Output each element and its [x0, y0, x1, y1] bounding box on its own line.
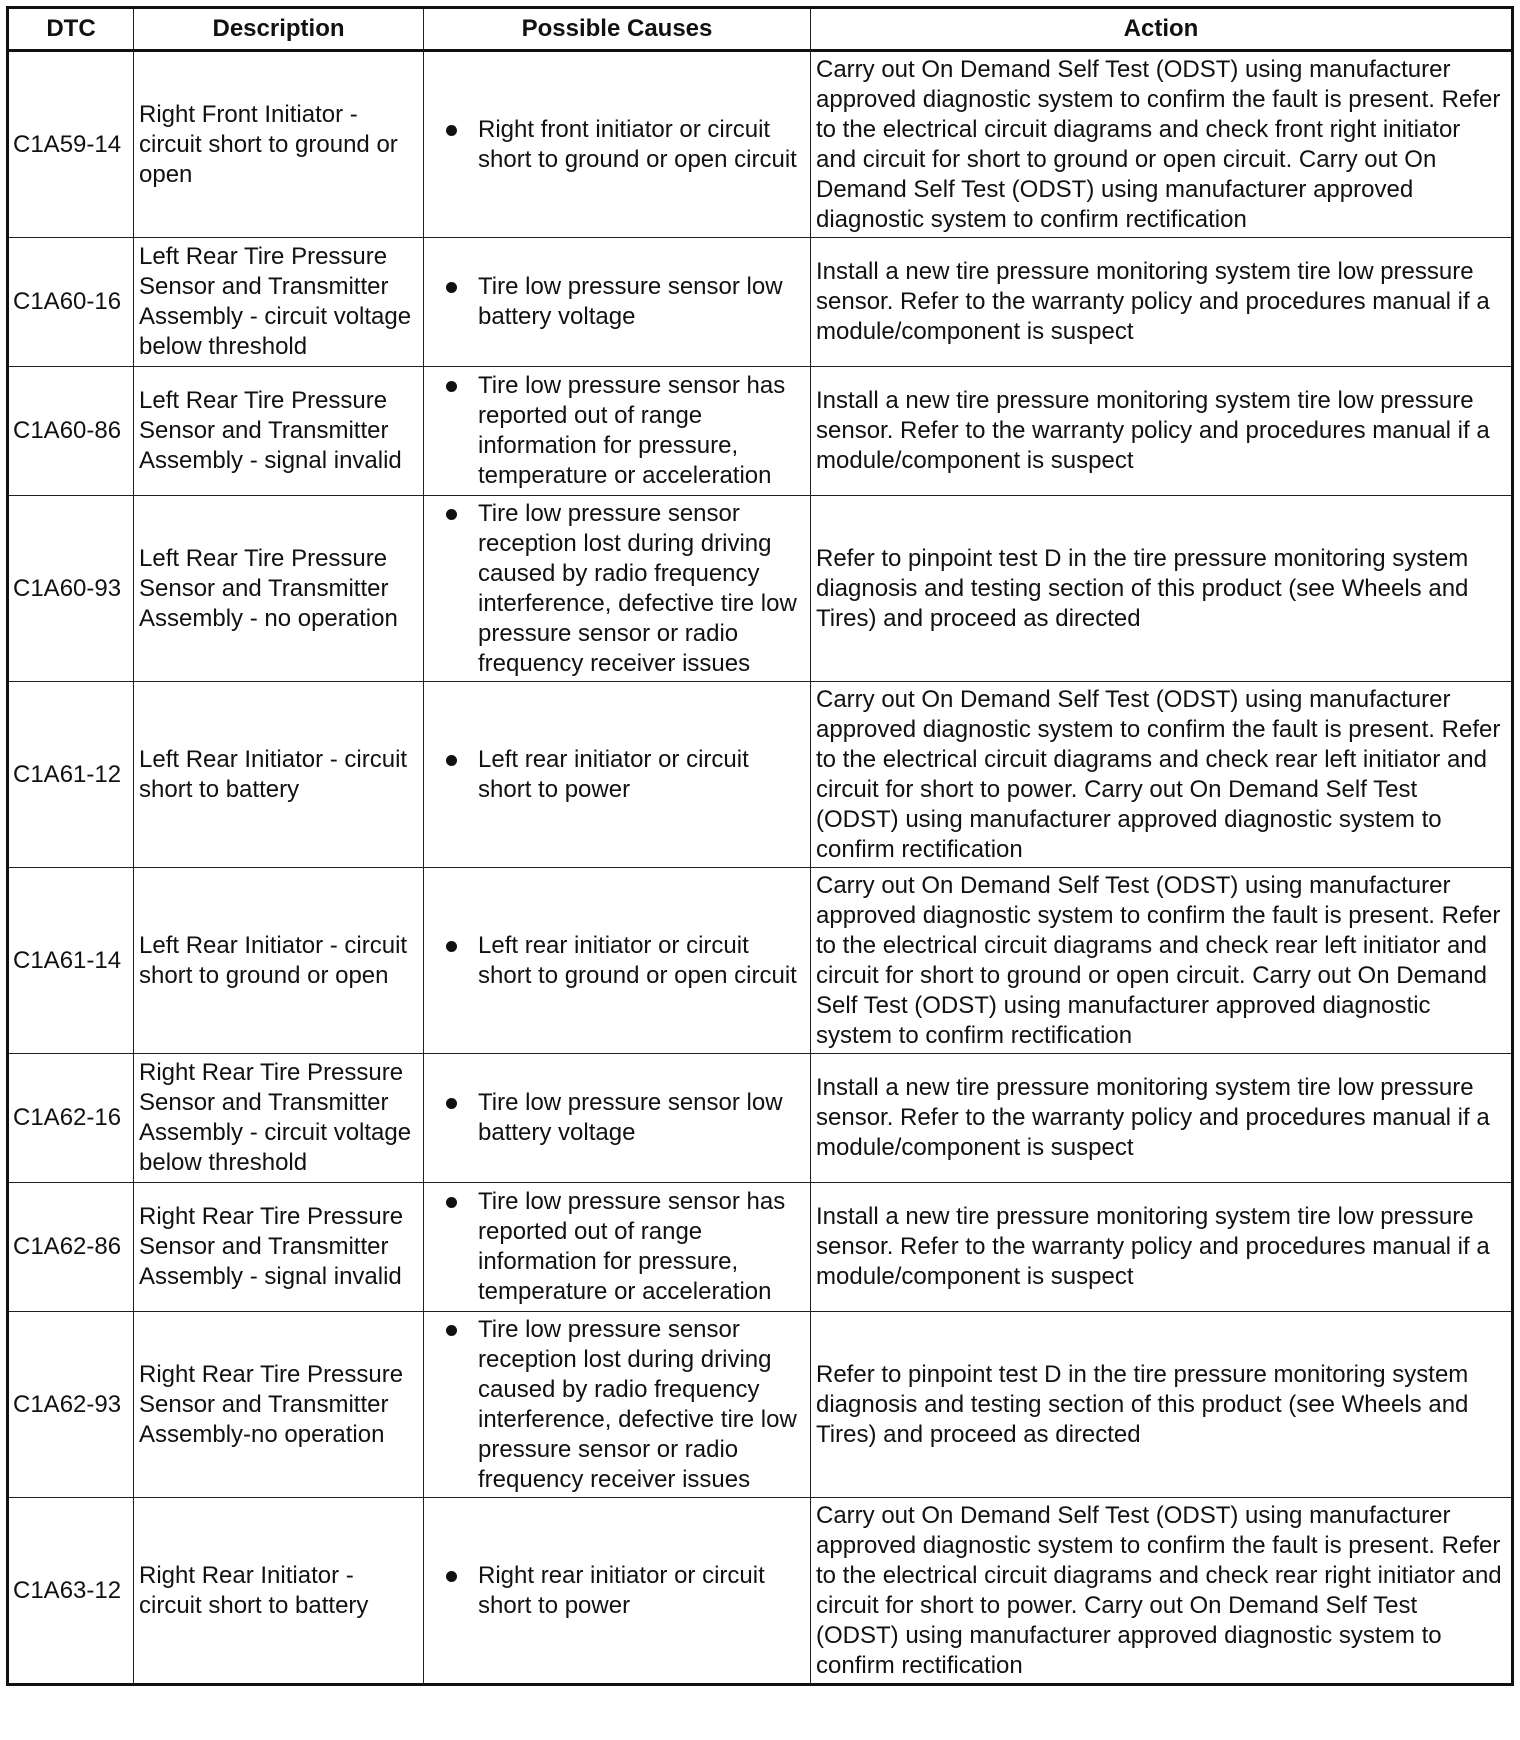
table-header — [8, 8, 1513, 51]
dtc-code: C1A59-14 — [8, 51, 134, 238]
cause-item — [432, 1187, 806, 1307]
action-text: Install a new tire pressure monitoring system tire low pressure sensor. Refer to the warranty policy and procedures manual if a module/component is suspect — [811, 1183, 1513, 1312]
table-row — [8, 496, 1513, 682]
cause-list — [432, 1315, 806, 1495]
cause-text: Tire low pressure sensor has reported out of range information for pressure, temperature or acceleration — [478, 372, 786, 489]
action-text: Refer to pinpoint test D in the tire pressure monitoring system diagnosis and testing section of this product (see Wheels and Tires) and proceed as directed — [811, 496, 1513, 682]
header-row — [8, 8, 1513, 51]
cause-item — [432, 499, 806, 679]
cause-list — [432, 1187, 806, 1307]
cause-list — [432, 1088, 806, 1148]
action-text: Refer to pinpoint test D in the tire pressure monitoring system diagnosis and testing section of this product (see Wheels and Tires) and proceed as directed — [811, 1312, 1513, 1498]
header-possible-causes: Possible Causes — [424, 8, 811, 51]
bullet-icon — [446, 1325, 457, 1336]
table-row — [8, 1312, 1513, 1498]
dtc-description: Right Rear Initiator - circuit short to battery — [134, 1498, 424, 1685]
cause-text: Tire low pressure sensor reception lost during driving caused by radio frequency interference, defective tire low pressure sensor or radio frequency receiver issues — [478, 1315, 797, 1493]
cause-item — [432, 272, 806, 332]
table-row — [8, 868, 1513, 1054]
possible-causes-cell — [424, 1183, 811, 1312]
cause-text: Left rear initiator or circuit short to power — [478, 745, 749, 803]
cause-text: Tire low pressure sensor reception lost during driving caused by radio frequency interference, defective tire low pressure sensor or radio frequency receiver issues — [478, 499, 797, 677]
dtc-description: Left Rear Tire Pressure Sensor and Transmitter Assembly - no operation — [134, 496, 424, 682]
dtc-code: C1A63-12 — [8, 1498, 134, 1685]
dtc-description: Left Rear Tire Pressure Sensor and Transmitter Assembly - circuit voltage below threshold — [134, 238, 424, 367]
dtc-code: C1A61-12 — [8, 682, 134, 868]
dtc-code: C1A60-93 — [8, 496, 134, 682]
cause-text: Right front initiator or circuit short to ground or open circuit — [478, 115, 797, 173]
table-row — [8, 1498, 1513, 1685]
header-dtc: DTC — [8, 8, 134, 51]
dtc-description: Right Rear Tire Pressure Sensor and Transmitter Assembly - signal invalid — [134, 1183, 424, 1312]
header-description: Description — [134, 8, 424, 51]
table-row — [8, 238, 1513, 367]
bullet-icon — [446, 1571, 457, 1582]
dtc-code: C1A60-86 — [8, 367, 134, 496]
possible-causes-cell — [424, 367, 811, 496]
action-text: Carry out On Demand Self Test (ODST) using manufacturer approved diagnostic system to confirm the fault is present. Refer to the electrical circuit diagrams and check front right initiator and circuit for short to ground or open circuit. Carry out On Demand Self Test (ODST) using manufacturer approved diagnostic system to confirm rectification — [811, 51, 1513, 238]
bullet-icon — [446, 941, 457, 952]
action-text: Install a new tire pressure monitoring system tire low pressure sensor. Refer to the warranty policy and procedures manual if a module/component is suspect — [811, 238, 1513, 367]
cause-item — [432, 371, 806, 491]
action-text: Install a new tire pressure monitoring system tire low pressure sensor. Refer to the warranty policy and procedures manual if a module/component is suspect — [811, 367, 1513, 496]
action-text: Carry out On Demand Self Test (ODST) using manufacturer approved diagnostic system to confirm the fault is present. Refer to the electrical circuit diagrams and check rear left initiator and circuit for short to ground or open circuit. Carry out On Demand Self Test (ODST) using manufacturer approved diagnostic system to confirm rectification — [811, 868, 1513, 1054]
cause-list — [432, 499, 806, 679]
possible-causes-cell — [424, 868, 811, 1054]
dtc-table — [6, 6, 1514, 1686]
possible-causes-cell — [424, 496, 811, 682]
cause-list — [432, 272, 806, 332]
bullet-icon — [446, 509, 457, 520]
action-text: Carry out On Demand Self Test (ODST) using manufacturer approved diagnostic system to confirm the fault is present. Refer to the electrical circuit diagrams and check rear right initiator and circuit for short to power. Carry out On Demand Self Test (ODST) using manufacturer approved diagnostic system to confirm rectification — [811, 1498, 1513, 1685]
cause-item — [432, 931, 806, 991]
bullet-icon — [446, 1197, 457, 1208]
dtc-description: Right Rear Tire Pressure Sensor and Transmitter Assembly-no operation — [134, 1312, 424, 1498]
table-row — [8, 1054, 1513, 1183]
action-text: Carry out On Demand Self Test (ODST) using manufacturer approved diagnostic system to confirm the fault is present. Refer to the electrical circuit diagrams and check rear left initiator and circuit for short to power. Carry out On Demand Self Test (ODST) using manufacturer approved diagnostic system to confirm rectification — [811, 682, 1513, 868]
bullet-icon — [446, 381, 457, 392]
table-row — [8, 367, 1513, 496]
cause-list — [432, 371, 806, 491]
header-action: Action — [811, 8, 1513, 51]
possible-causes-cell — [424, 238, 811, 367]
cause-list — [432, 1561, 806, 1621]
dtc-description: Left Rear Initiator - circuit short to battery — [134, 682, 424, 868]
bullet-icon — [446, 125, 457, 136]
dtc-code: C1A61-14 — [8, 868, 134, 1054]
dtc-description: Right Front Initiator - circuit short to ground or open — [134, 51, 424, 238]
cause-item — [432, 115, 806, 175]
cause-text: Tire low pressure sensor low battery voltage — [478, 273, 783, 330]
cause-list — [432, 931, 806, 991]
cause-text: Tire low pressure sensor low battery voltage — [478, 1089, 783, 1146]
possible-causes-cell — [424, 1498, 811, 1685]
table-row — [8, 51, 1513, 238]
table-row — [8, 1183, 1513, 1312]
cause-item — [432, 1088, 806, 1148]
cause-item — [432, 745, 806, 805]
cause-item — [432, 1315, 806, 1495]
possible-causes-cell — [424, 682, 811, 868]
dtc-code: C1A62-16 — [8, 1054, 134, 1183]
possible-causes-cell — [424, 1054, 811, 1183]
dtc-code: C1A60-16 — [8, 238, 134, 367]
cause-text: Left rear initiator or circuit short to ground or open circuit — [478, 931, 797, 989]
bullet-icon — [446, 282, 457, 293]
possible-causes-cell — [424, 1312, 811, 1498]
cause-item — [432, 1561, 806, 1621]
dtc-description: Right Rear Tire Pressure Sensor and Transmitter Assembly - circuit voltage below threshold — [134, 1054, 424, 1183]
dtc-description: Left Rear Tire Pressure Sensor and Transmitter Assembly - signal invalid — [134, 367, 424, 496]
dtc-code: C1A62-93 — [8, 1312, 134, 1498]
possible-causes-cell — [424, 51, 811, 238]
table-body — [8, 51, 1513, 1685]
cause-list — [432, 115, 806, 175]
action-text: Install a new tire pressure monitoring system tire low pressure sensor. Refer to the warranty policy and procedures manual if a module/component is suspect — [811, 1054, 1513, 1183]
bullet-icon — [446, 1098, 457, 1109]
table-row — [8, 682, 1513, 868]
cause-text: Tire low pressure sensor has reported out of range information for pressure, temperature or acceleration — [478, 1188, 786, 1305]
cause-text: Right rear initiator or circuit short to power — [478, 1561, 765, 1619]
dtc-description: Left Rear Initiator - circuit short to ground or open — [134, 868, 424, 1054]
bullet-icon — [446, 755, 457, 766]
dtc-code: C1A62-86 — [8, 1183, 134, 1312]
cause-list — [432, 745, 806, 805]
